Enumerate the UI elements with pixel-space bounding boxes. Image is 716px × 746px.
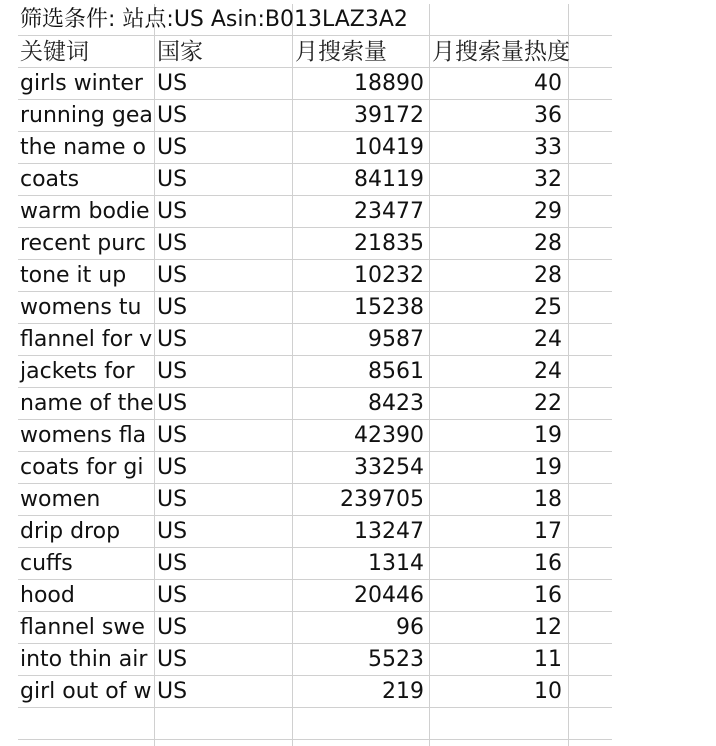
monthly-search-volume-cell[interactable]: 10232 <box>354 263 424 288</box>
row-divider <box>18 387 612 388</box>
keyword-cell[interactable]: womens fla <box>20 423 147 448</box>
table-row <box>18 196 612 228</box>
keyword-cell[interactable]: drip drop <box>20 519 121 544</box>
table-row <box>18 484 612 516</box>
country-cell[interactable]: US <box>157 71 188 96</box>
monthly-search-heat-cell[interactable]: 11 <box>534 647 562 672</box>
keyword-cell[interactable]: women <box>20 487 101 512</box>
filter-criteria-title: 筛选条件: 站点:US Asin:B013LAZ3A2 <box>20 7 408 32</box>
table-row <box>18 68 612 100</box>
keyword-cell[interactable]: tone it up <box>20 263 127 288</box>
table-row <box>18 644 612 676</box>
spreadsheet <box>18 4 612 746</box>
monthly-search-volume-cell[interactable]: 9587 <box>368 327 424 352</box>
table-row <box>18 420 612 452</box>
monthly-search-volume-cell[interactable]: 42390 <box>354 423 424 448</box>
table-header-row <box>18 36 612 68</box>
table-row <box>18 516 612 548</box>
keyword-cell[interactable]: coats <box>20 167 80 192</box>
country-cell[interactable]: US <box>157 391 188 416</box>
monthly-search-volume-cell[interactable]: 96 <box>396 615 424 640</box>
keyword-cell[interactable]: coats for gi <box>20 455 144 480</box>
row-divider <box>18 483 612 484</box>
header-country: 国家 <box>157 39 203 65</box>
table-row <box>18 676 612 708</box>
row-divider <box>18 131 612 132</box>
keyword-cell[interactable]: flannel for v <box>20 327 153 352</box>
monthly-search-heat-cell[interactable]: 32 <box>534 167 562 192</box>
keyword-cell[interactable]: cuffs <box>20 551 73 576</box>
monthly-search-volume-cell[interactable]: 84119 <box>354 167 424 192</box>
keyword-cell[interactable]: warm bodie <box>20 199 150 224</box>
monthly-search-volume-cell[interactable]: 1314 <box>368 551 424 576</box>
header-monthly-search-volume: 月搜索量 <box>295 39 387 65</box>
monthly-search-heat-cell[interactable]: 25 <box>534 295 562 320</box>
monthly-search-heat-cell[interactable]: 19 <box>534 455 562 480</box>
monthly-search-volume-cell[interactable]: 13247 <box>354 519 424 544</box>
row-divider <box>18 195 612 196</box>
keyword-cell[interactable]: the name o <box>20 135 146 160</box>
monthly-search-heat-cell[interactable]: 29 <box>534 199 562 224</box>
table-row <box>18 292 612 324</box>
monthly-search-volume-cell[interactable]: 5523 <box>368 647 424 672</box>
table-row <box>18 228 612 260</box>
monthly-search-heat-cell[interactable]: 16 <box>534 551 562 576</box>
table-row <box>18 356 612 388</box>
country-cell[interactable]: US <box>157 551 188 576</box>
monthly-search-volume-cell[interactable]: 8561 <box>368 359 424 384</box>
monthly-search-volume-cell[interactable]: 10419 <box>354 135 424 160</box>
monthly-search-volume-cell[interactable]: 219 <box>382 679 424 704</box>
monthly-search-volume-cell[interactable]: 20446 <box>354 583 424 608</box>
monthly-search-heat-cell[interactable]: 12 <box>534 615 562 640</box>
country-cell[interactable]: US <box>157 135 188 160</box>
country-cell[interactable]: US <box>157 487 188 512</box>
monthly-search-volume-cell[interactable]: 18890 <box>354 71 424 96</box>
country-cell[interactable]: US <box>157 583 188 608</box>
monthly-search-heat-cell[interactable]: 40 <box>534 71 562 96</box>
row-divider <box>18 579 612 580</box>
monthly-search-volume-cell[interactable]: 21835 <box>354 231 424 256</box>
row-divider <box>18 739 612 740</box>
row-divider <box>18 451 612 452</box>
table-row <box>18 580 612 612</box>
monthly-search-heat-cell[interactable]: 18 <box>534 487 562 512</box>
monthly-search-heat-cell[interactable]: 28 <box>534 231 562 256</box>
monthly-search-heat-cell[interactable]: 10 <box>534 679 562 704</box>
keyword-cell[interactable]: running gea <box>20 103 153 128</box>
monthly-search-heat-cell[interactable]: 16 <box>534 583 562 608</box>
country-cell[interactable]: US <box>157 327 188 352</box>
row-divider <box>18 419 612 420</box>
row-divider <box>18 291 612 292</box>
monthly-search-heat-cell[interactable]: 36 <box>534 103 562 128</box>
monthly-search-heat-cell[interactable]: 24 <box>534 359 562 384</box>
keyword-cell[interactable]: jackets for <box>20 359 135 384</box>
keyword-cell[interactable]: womens tu <box>20 295 142 320</box>
monthly-search-heat-cell[interactable]: 22 <box>534 391 562 416</box>
country-cell[interactable]: US <box>157 423 188 448</box>
keyword-cell[interactable]: hood <box>20 583 75 608</box>
table-row <box>18 548 612 580</box>
row-divider <box>18 643 612 644</box>
keyword-cell[interactable]: name of the <box>20 391 154 416</box>
monthly-search-heat-cell[interactable]: 33 <box>534 135 562 160</box>
monthly-search-heat-cell[interactable]: 19 <box>534 423 562 448</box>
monthly-search-volume-cell[interactable]: 39172 <box>354 103 424 128</box>
country-cell[interactable]: US <box>157 103 188 128</box>
keyword-cell[interactable]: girl out of w <box>20 679 152 704</box>
header-keyword: 关键词 <box>20 39 89 65</box>
keyword-cell[interactable]: girls winter <box>20 71 143 96</box>
country-cell[interactable]: US <box>157 679 188 704</box>
row-divider <box>18 611 612 612</box>
row-divider <box>18 323 612 324</box>
monthly-search-volume-cell[interactable]: 33254 <box>354 455 424 480</box>
row-divider <box>18 35 612 36</box>
table-row <box>18 324 612 356</box>
row-divider <box>18 515 612 516</box>
monthly-search-volume-cell[interactable]: 8423 <box>368 391 424 416</box>
country-cell[interactable]: US <box>157 359 188 384</box>
monthly-search-heat-cell[interactable]: 17 <box>534 519 562 544</box>
country-cell[interactable]: US <box>157 263 188 288</box>
table-row <box>18 260 612 292</box>
monthly-search-volume-cell[interactable]: 23477 <box>354 199 424 224</box>
row-divider <box>18 163 612 164</box>
monthly-search-volume-cell[interactable]: 239705 <box>340 487 424 512</box>
monthly-search-volume-cell[interactable]: 15238 <box>354 295 424 320</box>
monthly-search-heat-cell[interactable]: 28 <box>534 263 562 288</box>
table-row <box>18 452 612 484</box>
table-row <box>18 164 612 196</box>
monthly-search-heat-cell[interactable]: 24 <box>534 327 562 352</box>
table-row <box>18 100 612 132</box>
country-cell[interactable]: US <box>157 199 188 224</box>
country-cell[interactable]: US <box>157 295 188 320</box>
country-cell[interactable]: US <box>157 231 188 256</box>
row-divider <box>18 99 612 100</box>
row-divider <box>18 675 612 676</box>
row-divider <box>18 547 612 548</box>
row-divider <box>18 707 612 708</box>
header-monthly-search-heat: 月搜索量热度 <box>432 39 570 65</box>
keyword-cell[interactable]: flannel swe <box>20 615 145 640</box>
country-cell[interactable]: US <box>157 519 188 544</box>
country-cell[interactable]: US <box>157 615 188 640</box>
keyword-cell[interactable]: into thin air <box>20 647 148 672</box>
table-row <box>18 388 612 420</box>
row-divider <box>18 259 612 260</box>
table-row <box>18 132 612 164</box>
country-cell[interactable]: US <box>157 455 188 480</box>
country-cell[interactable]: US <box>157 167 188 192</box>
table-row <box>18 612 612 644</box>
row-divider <box>18 67 612 68</box>
country-cell[interactable]: US <box>157 647 188 672</box>
row-divider <box>18 227 612 228</box>
keyword-cell[interactable]: recent purc <box>20 231 146 256</box>
row-divider <box>18 355 612 356</box>
